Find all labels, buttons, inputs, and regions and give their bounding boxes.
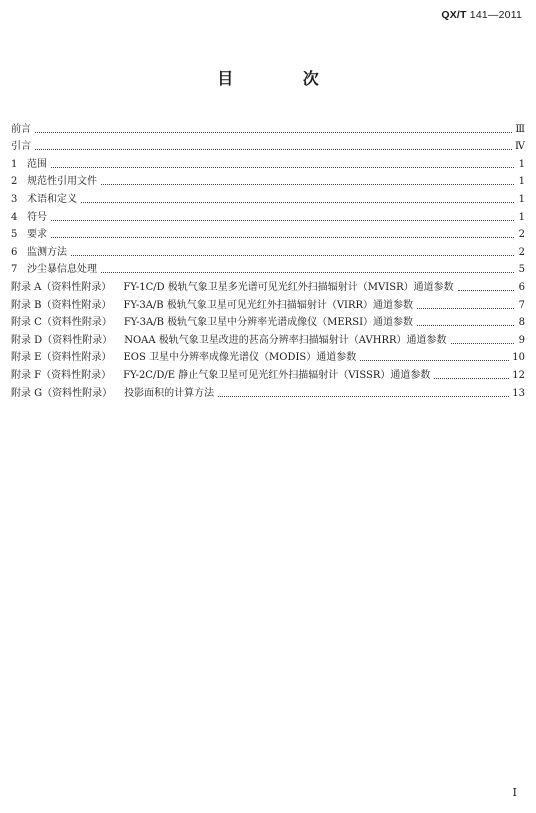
toc-entry-title: 监测方法 bbox=[27, 246, 67, 258]
toc-entry-page: 12 bbox=[512, 369, 525, 381]
toc-entry-title: FY-2C/D/E 静止气象卫星可见光红外扫描辐射计（VISSR）通道参数 bbox=[123, 369, 431, 381]
toc-entry-appendix: 附录 G（资料性附录） bbox=[11, 387, 113, 399]
page-number: Ⅰ bbox=[512, 786, 517, 799]
standard-code-prefix: QX/T bbox=[441, 9, 467, 21]
toc-entry-page: 2 bbox=[518, 229, 525, 241]
toc-entry[interactable] bbox=[11, 312, 525, 330]
toc-entry-title: 沙尘暴信息处理 bbox=[27, 264, 97, 276]
toc-entry-index: 2 bbox=[11, 176, 18, 188]
toc-entry-title: NOAA 极轨气象卫星改进的甚高分辨率扫描辐射计（AVHRR）通道参数 bbox=[124, 334, 447, 346]
toc-entry-index: 6 bbox=[11, 246, 18, 258]
toc-entry[interactable] bbox=[11, 188, 525, 206]
toc-entry-label bbox=[11, 123, 31, 136]
toc-entry-leader bbox=[360, 359, 509, 361]
page-title: 目 次 bbox=[217, 69, 351, 88]
toc-entry-title: FY-3A/B 极轨气象卫星中分辨率光谱成像仪（MERSI）通道参数 bbox=[123, 317, 414, 329]
toc-entry-label bbox=[27, 175, 97, 188]
toc-entry-label bbox=[27, 211, 47, 224]
toc-entry[interactable] bbox=[11, 241, 525, 259]
toc-entry-leader bbox=[71, 254, 514, 256]
toc-entry-title: EOS 卫星中分辨率成像光谱仪（MODIS）通道参数 bbox=[123, 352, 357, 364]
toc-entry-leader bbox=[101, 183, 514, 185]
toc-entry-label bbox=[11, 334, 447, 347]
table-of-contents bbox=[11, 118, 525, 400]
toc-entry-leader bbox=[434, 377, 509, 379]
toc-entry-title: 符号 bbox=[27, 211, 47, 223]
toc-entry-page: 1 bbox=[518, 158, 525, 170]
toc-entry-page: Ⅲ bbox=[515, 123, 525, 135]
toc-entry-label bbox=[27, 193, 77, 206]
toc-entry-leader bbox=[51, 219, 514, 221]
toc-entry-page: 2 bbox=[518, 246, 525, 258]
toc-entry-label bbox=[11, 387, 214, 400]
toc-entry-leader bbox=[81, 201, 514, 203]
toc-entry-title: 前言 bbox=[11, 123, 31, 135]
toc-entry-page: 1 bbox=[518, 176, 525, 188]
toc-entry-page: 6 bbox=[518, 281, 525, 293]
toc-entry-title: 要求 bbox=[27, 229, 47, 241]
toc-entry-label bbox=[27, 263, 97, 276]
toc-entry-leader bbox=[451, 342, 515, 344]
toc-entry-appendix: 附录 A（资料性附录） bbox=[11, 281, 112, 293]
toc-entry[interactable] bbox=[11, 224, 525, 242]
toc-entry-label bbox=[27, 158, 47, 171]
toc-entry-leader bbox=[101, 271, 514, 273]
toc-entry[interactable] bbox=[11, 118, 525, 136]
toc-entry-title: 引言 bbox=[11, 141, 31, 153]
toc-entry-page: 8 bbox=[518, 317, 525, 329]
toc-entry-title: 规范性引用文件 bbox=[27, 176, 97, 188]
toc-entry[interactable] bbox=[11, 136, 525, 154]
toc-entry-appendix: 附录 F（资料性附录） bbox=[11, 369, 112, 381]
toc-entry[interactable] bbox=[11, 294, 525, 312]
toc-entry-leader bbox=[35, 131, 512, 133]
toc-entry[interactable] bbox=[11, 347, 525, 365]
toc-entry-appendix: 附录 C（资料性附录） bbox=[11, 317, 112, 329]
toc-entry-page: 13 bbox=[512, 387, 525, 399]
toc-entry[interactable] bbox=[11, 329, 525, 347]
standard-code-number: 141—2011 bbox=[469, 9, 522, 21]
toc-entry-page: 10 bbox=[512, 352, 525, 364]
toc-entry-index: 4 bbox=[11, 211, 18, 223]
toc-entry-page: 1 bbox=[518, 211, 525, 223]
toc-entry-title: FY-1C/D 极轨气象卫星多光谱可见光红外扫描辐射计（MVISR）通道参数 bbox=[123, 281, 454, 293]
toc-entry-appendix: 附录 E（资料性附录） bbox=[11, 352, 112, 364]
toc-entry-page: 9 bbox=[518, 334, 525, 346]
toc-entry-label bbox=[11, 140, 31, 153]
toc-entry-title: 投影面积的计算方法 bbox=[124, 387, 215, 399]
toc-entry-page: 5 bbox=[518, 264, 525, 276]
toc-entry[interactable] bbox=[11, 259, 525, 277]
toc-entry-leader bbox=[458, 289, 514, 291]
toc-entry-index: 3 bbox=[11, 193, 18, 205]
toc-entry[interactable] bbox=[11, 171, 525, 189]
toc-entry-page: Ⅳ bbox=[515, 141, 525, 153]
toc-entry-label bbox=[11, 351, 356, 364]
toc-entry-leader bbox=[417, 307, 514, 309]
toc-entry-leader bbox=[51, 166, 514, 168]
toc-entry-title: 术语和定义 bbox=[27, 193, 77, 205]
toc-entry-index: 5 bbox=[11, 229, 18, 241]
toc-entry-appendix: 附录 B（资料性附录） bbox=[11, 299, 112, 311]
toc-entry-leader bbox=[51, 236, 514, 238]
toc-entry-label bbox=[11, 299, 413, 312]
toc-entry-index: 7 bbox=[11, 264, 18, 276]
toc-entry[interactable] bbox=[11, 382, 525, 400]
toc-entry-leader bbox=[35, 148, 512, 150]
toc-entry-page: 7 bbox=[518, 299, 525, 311]
toc-entry-label bbox=[11, 316, 413, 329]
toc-entry-appendix: 附录 D（资料性附录） bbox=[11, 334, 113, 346]
toc-entry-leader bbox=[417, 324, 514, 326]
standard-code bbox=[441, 9, 522, 21]
toc-entry[interactable] bbox=[11, 153, 525, 171]
toc-entry-label bbox=[11, 369, 430, 382]
toc-entry-page: 1 bbox=[518, 193, 525, 205]
toc-entry-title: 范围 bbox=[27, 158, 47, 170]
toc-entry-title: FY-3A/B 极轨气象卫星可见光红外扫描辐射计（VIRR）通道参数 bbox=[123, 299, 414, 311]
toc-entry[interactable] bbox=[11, 206, 525, 224]
toc-entry-label bbox=[11, 281, 454, 294]
toc-entry-index: 1 bbox=[11, 158, 18, 170]
toc-entry[interactable] bbox=[11, 276, 525, 294]
toc-entry-leader bbox=[218, 395, 509, 397]
toc-entry[interactable] bbox=[11, 364, 525, 382]
toc-entry-label bbox=[27, 228, 47, 241]
toc-entry-label bbox=[27, 246, 67, 259]
